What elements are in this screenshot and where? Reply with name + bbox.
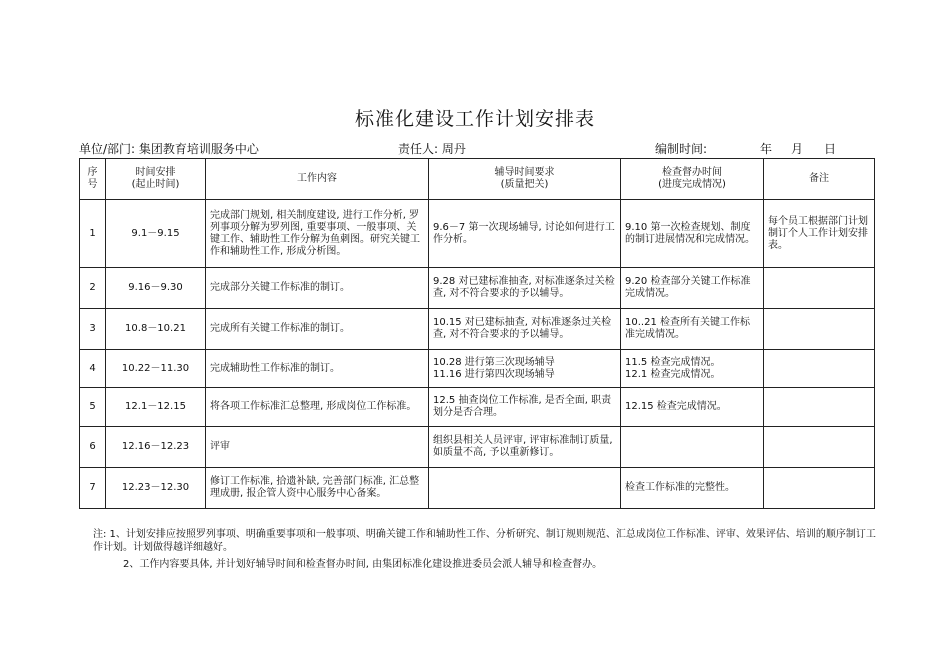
unit-info xyxy=(79,140,259,157)
row-time: 12.16－12.23 xyxy=(106,427,206,468)
row-content: 修订工作标准, 拾遗补缺, 完善部门标准, 汇总整理成册, 报企管人资中心服务中心备案。 xyxy=(206,468,429,509)
header-check-line2: (进度完成情况) xyxy=(658,179,726,190)
row-time: 12.1－12.15 xyxy=(106,388,206,427)
row-remark xyxy=(764,268,875,309)
owner-info xyxy=(398,140,466,157)
row-guide: 9.28 对已建标准抽查, 对标准逐条过关检查, 对不符合要求的予以辅导。 xyxy=(429,268,621,309)
date-info xyxy=(655,140,707,157)
row-time: 12.23－12.30 xyxy=(106,468,206,509)
row-content: 完成部门规划, 相关制度建设, 进行工作分析, 罗列事项分解为罗列图, 重要事项、一般事项、关键工作、辅助性工作分解为鱼刺图。研究关键工作和辅助性工作, 形成分析图。 xyxy=(206,200,429,268)
row-remark xyxy=(764,388,875,427)
row-content: 完成部分关键工作标准的制订。 xyxy=(206,268,429,309)
header-content: 工作内容 xyxy=(206,159,429,200)
row-content: 将各项工作标准汇总整理, 形成岗位工作标准。 xyxy=(206,388,429,427)
header-guide-line1: 辅导时间要求 xyxy=(494,167,555,178)
row-seq: 3 xyxy=(80,309,106,350)
table-header-row xyxy=(80,159,875,200)
row-remark xyxy=(764,350,875,388)
owner-label: 责任人: xyxy=(398,142,439,156)
row-content: 完成所有关键工作标准的制订。 xyxy=(206,309,429,350)
row-seq: 1 xyxy=(80,200,106,268)
header-check-line1: 检查督办时间 xyxy=(662,167,722,178)
row-time: 10.8－10.21 xyxy=(106,309,206,350)
row-check: 9.10 第一次检查规划、制度的制订进展情况和完成情况。 xyxy=(621,200,764,268)
row-seq: 7 xyxy=(80,468,106,509)
owner-value: 周丹 xyxy=(441,142,466,156)
header-remark: 备注 xyxy=(764,159,875,200)
header-time-line2: (起止时间) xyxy=(131,179,180,190)
header-time-line1: 时间安排 xyxy=(135,167,176,178)
row-seq: 6 xyxy=(80,427,106,468)
header-seq: 序号 xyxy=(80,159,106,200)
date-year: 年 xyxy=(760,142,773,156)
date-month: 月 xyxy=(791,142,804,156)
row-guide: 12.5 抽查岗位工作标准, 是否全面, 职责划分是否合理。 xyxy=(429,388,621,427)
note-1: 注: 1、计划安排应按照罗列事项、明确重要事项和一般事项、明确关键工作和辅助性工作、分析研究、制订规则规范、汇总成岗位工作标准、评审、效果评估、培训的顺序制订工作计划。计划做得越详细越好。 xyxy=(93,529,876,553)
row-time: 9.16－9.30 xyxy=(106,268,206,309)
row-check: 9.20 检查部分关键工作标准完成情况。 xyxy=(621,268,764,309)
header-check xyxy=(621,159,764,200)
row-content: 评审 xyxy=(206,427,429,468)
row-guide: 10.15 对已建标抽查, 对标准逐条过关检查, 对不符合要求的予以辅导。 xyxy=(429,309,621,350)
table-row xyxy=(80,200,875,268)
row-check: 检查工作标准的完整性。 xyxy=(621,468,764,509)
plan-table xyxy=(79,158,875,509)
row-seq: 2 xyxy=(80,268,106,309)
unit-label: 单位/部门: xyxy=(79,142,136,156)
date-day: 日 xyxy=(824,142,837,156)
header-guide xyxy=(429,159,621,200)
row-remark: 每个员工根据部门计划制订个人工作计划安排表。 xyxy=(764,200,875,268)
header-guide-line2: (质量把关) xyxy=(500,179,549,190)
header-time xyxy=(106,159,206,200)
row-content: 完成辅助性工作标准的制订。 xyxy=(206,350,429,388)
notes xyxy=(79,528,879,571)
page-title: 标准化建设工作计划安排表 xyxy=(354,108,595,130)
row-seq: 4 xyxy=(80,350,106,388)
note-2: 2、工作内容要具体, 并计划好辅导时间和检查督办时间, 由集团标准化建设推进委员会派人辅导和检查督办。 xyxy=(123,559,603,570)
date-label: 编制时间: xyxy=(655,142,708,156)
row-time: 9.1－9.15 xyxy=(106,200,206,268)
row-guide: 组织县相关人员评审, 评审标准制订质量, 如质量不高, 予以重新修订。 xyxy=(429,427,621,468)
row-check xyxy=(621,427,764,468)
table-row xyxy=(80,427,875,468)
unit-value: 集团教育培训服务中心 xyxy=(138,142,259,156)
row-remark xyxy=(764,427,875,468)
row-check: 11.5 检查完成情况。 12.1 检查完成情况。 xyxy=(621,350,764,388)
row-time: 10.22－11.30 xyxy=(106,350,206,388)
row-check: 12.15 检查完成情况。 xyxy=(621,388,764,427)
table-row xyxy=(80,388,875,427)
table-row xyxy=(80,350,875,388)
table-row xyxy=(80,309,875,350)
row-check: 10..21 检查所有关键工作标准完成情况。 xyxy=(621,309,764,350)
row-seq: 5 xyxy=(80,388,106,427)
row-guide: 10.28 进行第三次现场辅导 11.16 进行第四次现场辅导 xyxy=(429,350,621,388)
table-row xyxy=(80,268,875,309)
row-guide xyxy=(429,468,621,509)
row-guide: 9.6－7 第一次现场辅导, 讨论如何进行工作分析。 xyxy=(429,200,621,268)
table-row xyxy=(80,468,875,509)
row-remark xyxy=(764,468,875,509)
row-remark xyxy=(764,309,875,350)
